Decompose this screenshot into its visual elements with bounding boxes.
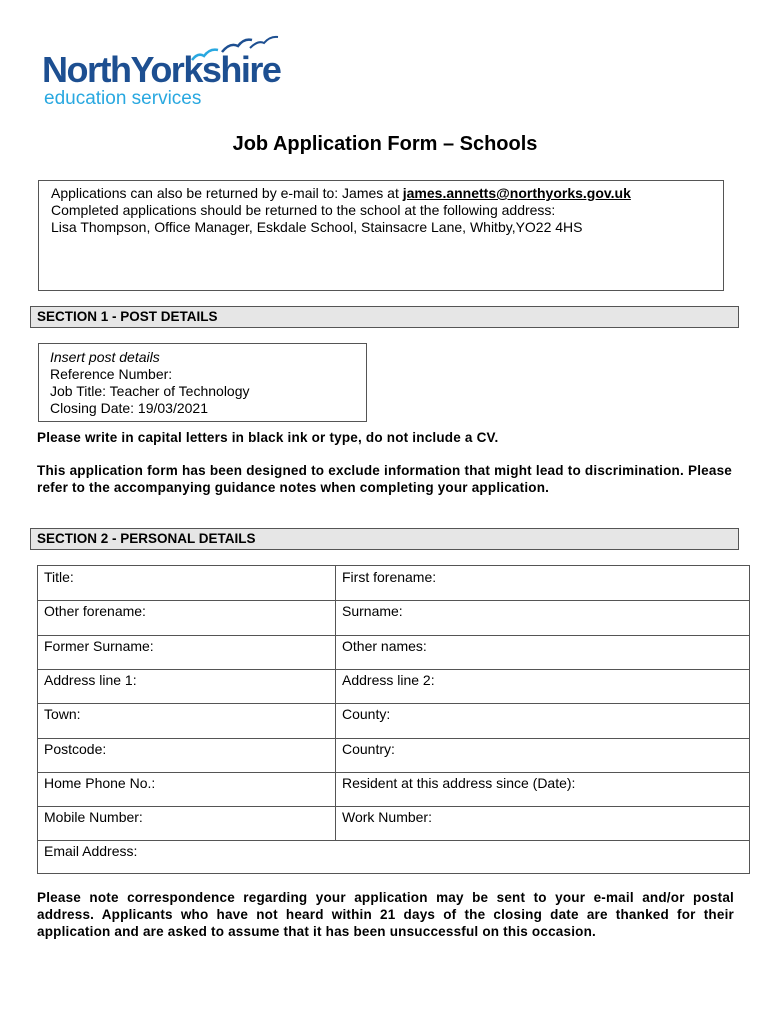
field-former-surname[interactable] — [38, 635, 335, 669]
field-country[interactable] — [336, 738, 749, 772]
field-label: Address line 2: — [342, 671, 435, 688]
post-details-box — [38, 343, 367, 422]
logo-subtitle: education services — [44, 88, 202, 109]
field-other-names[interactable] — [336, 635, 749, 669]
personal-details-table — [37, 565, 750, 874]
field-email-address[interactable] — [38, 840, 749, 874]
field-mobile-number[interactable] — [38, 806, 335, 840]
closing-date-line: Closing Date: 19/03/2021 — [50, 400, 208, 416]
field-other-forename[interactable] — [38, 600, 335, 634]
field-county[interactable] — [336, 703, 749, 737]
field-first-forename[interactable] — [336, 566, 749, 600]
job-title-line: Job Title: Teacher of Technology — [50, 383, 250, 399]
field-label: Town: — [44, 706, 81, 723]
field-label: Address line 1: — [44, 671, 137, 688]
field-home-phone-no[interactable] — [38, 772, 335, 806]
field-label: County: — [342, 706, 391, 723]
field-label: Work Number: — [342, 809, 432, 826]
field-label: Former Surname: — [44, 637, 154, 654]
correspondence-note: Please note correspondence regarding your application may be sent to your e-mail and/or postal address. Applicants who have not heard within 21 days of the closing date are thanked for their application and are asked to assume that it has been unsuccessful on this occasion. — [37, 890, 734, 939]
insert-post-label: Insert post details — [50, 349, 160, 365]
field-surname[interactable] — [336, 600, 749, 634]
field-label: Other names: — [342, 637, 427, 654]
section2-heading: SECTION 2 - PERSONAL DETAILS — [30, 528, 739, 550]
field-resident-at-this-address-since-date[interactable] — [336, 772, 749, 806]
field-label: Mobile Number: — [44, 809, 143, 826]
email-return-line — [51, 185, 711, 202]
field-label: First forename: — [342, 569, 437, 585]
field-address-line-2[interactable] — [336, 669, 749, 703]
field-label: Surname: — [342, 603, 403, 620]
discrimination-notice: This application form has been designed to exclude information that might lead to discrimination. Please refer to the accompanying guidance notes when completing your application. — [37, 463, 732, 495]
field-address-line-1[interactable] — [38, 669, 335, 703]
reference-number-line: Reference Number: — [50, 366, 173, 382]
field-town[interactable] — [38, 703, 335, 737]
section1-heading: SECTION 1 - POST DETAILS — [30, 306, 739, 328]
capital-letters-instruction: Please write in capital letters in black ink or type, do not include a CV. — [37, 430, 499, 445]
field-label: Resident at this address since (Date): — [342, 774, 576, 791]
field-work-number[interactable] — [336, 806, 749, 840]
logo-brand-text: NorthYorkshire — [42, 49, 281, 90]
field-label: Home Phone No.: — [44, 774, 156, 791]
returns-info-box — [38, 180, 724, 291]
field-title[interactable] — [38, 566, 335, 600]
field-label: Country: — [342, 740, 395, 757]
field-label: Other forename: — [44, 603, 146, 620]
page-title: Job Application Form – Schools — [232, 133, 538, 155]
email-link[interactable]: james.annetts@northyorks.gov.uk — [402, 185, 631, 201]
field-label: Email Address: — [44, 843, 138, 860]
email-return-prefix: Applications can also be returned by e-mail to: James at — [51, 185, 403, 201]
column-divider — [335, 566, 336, 840]
school-address: Lisa Thompson, Office Manager, Eskdale School, Stainsacre Lane, Whitby,YO22 4HS — [51, 219, 583, 235]
field-label: Title: — [44, 569, 74, 585]
north-yorkshire-logo — [42, 34, 322, 114]
postal-return-line: Completed applications should be returned to the school at the following address: — [51, 202, 556, 218]
field-postcode[interactable] — [38, 738, 335, 772]
field-label: Postcode: — [44, 740, 107, 757]
